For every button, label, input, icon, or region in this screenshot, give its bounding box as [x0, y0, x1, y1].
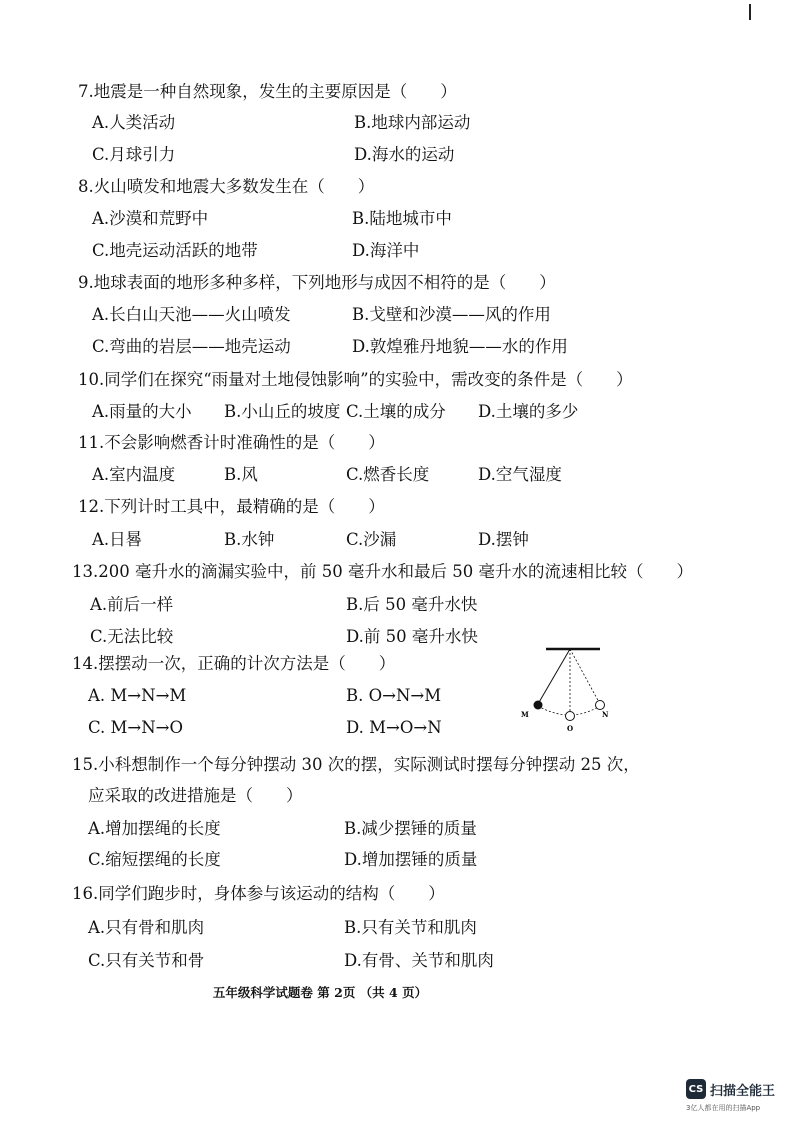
page-edge-mark [749, 4, 751, 20]
page-footer: 五年级科学试题卷 第 2页 （共 4 页） [212, 985, 428, 1000]
question-13-option-a: A.前后一样 [90, 595, 174, 614]
question-13-option-b: B.后 50 毫升水快 [346, 595, 478, 614]
question-16-option-b: B.只有关节和肌肉 [344, 918, 477, 937]
pendulum-string-n [570, 649, 600, 704]
question-13-stem: 13.200 毫升水的滴漏实验中，前 50 毫升水和最后 50 毫升水的流速相比较（ ） [72, 562, 693, 581]
pendulum-label-n: N [602, 710, 609, 719]
pendulum-bob-m [534, 701, 543, 710]
question-8-stem: 8.火山喷发和地震大多数发生在（ ） [78, 177, 375, 196]
question-9-option-d: D.敦煌雅丹地貌——水的作用 [352, 337, 568, 356]
question-15-option-a: A.增加摆绳的长度 [88, 819, 221, 838]
pendulum-bob-o [566, 712, 575, 721]
question-13-option-c: C.无法比较 [90, 627, 174, 646]
question-16-option-d: D.有骨、关节和肌肉 [344, 951, 494, 970]
watermark-app-name: 扫描全能王 [710, 1084, 776, 1099]
question-15-option-b: B.减少摆锤的质量 [344, 819, 477, 838]
scanner-watermark [686, 1079, 786, 1119]
question-15-stem-line2: 应采取的改进措施是（ ） [88, 786, 303, 805]
question-7-stem: 7.地震是一种自然现象，发生的主要原因是（ ） [78, 82, 457, 101]
question-7-option-a: A.人类活动 [92, 113, 176, 132]
question-12-stem: 12.下列计时工具中，最精确的是（ ） [78, 497, 385, 516]
question-7-option-c: C.月球引力 [92, 145, 176, 164]
question-10-option-a: A.雨量的大小 [92, 402, 192, 421]
question-11-option-d: D.空气湿度 [478, 465, 562, 484]
question-12-option-b: B.水钟 [224, 530, 275, 549]
question-12-option-a: A.日晷 [92, 530, 143, 549]
question-14-option-a: A. M→N→M [88, 686, 187, 705]
question-15-option-c: C.缩短摆绳的长度 [88, 850, 221, 869]
question-16-option-a: A.只有骨和肌肉 [88, 918, 205, 937]
pendulum-diagram [510, 640, 620, 740]
question-10-option-d: D.土壤的多少 [478, 402, 579, 421]
question-9-stem: 9.地球表面的地形多种多样，下列地形与成因不相符的是（ ） [78, 273, 556, 292]
question-14-option-c: C. M→N→O [88, 718, 184, 737]
question-12-option-d: D.摆钟 [478, 530, 529, 549]
question-15-option-d: D.增加摆锤的质量 [344, 850, 478, 869]
pendulum-label-o: O [567, 724, 574, 733]
question-11-option-c: C.燃香长度 [346, 465, 430, 484]
question-13-option-d: D.前 50 毫升水快 [346, 627, 478, 646]
question-8-option-a: A.沙漠和荒野中 [92, 209, 209, 228]
question-16-option-c: C.只有关节和骨 [88, 951, 205, 970]
question-12-option-c: C.沙漏 [346, 530, 397, 549]
question-9-option-a: A.长白山天池——火山喷发 [92, 305, 291, 324]
question-8-option-c: C.地壳运动活跃的地带 [92, 241, 258, 260]
question-9-option-c: C.弯曲的岩层——地壳运动 [92, 337, 291, 356]
camscanner-logo-icon: CS [686, 1079, 706, 1099]
pendulum-bob-n [596, 701, 605, 710]
question-14-option-b: B. O→N→M [346, 686, 442, 705]
pendulum-string-m [538, 649, 570, 704]
question-11-option-a: A.室内温度 [92, 465, 176, 484]
watermark-tagline: 3亿人都在用的扫描App [686, 1104, 761, 1112]
question-14-option-d: D. M→O→N [346, 718, 442, 737]
question-8-option-d: D.海洋中 [352, 241, 420, 260]
question-7-option-b: B.地球内部运动 [354, 113, 471, 132]
question-11-stem: 11.不会影响燃香计时准确性的是（ ） [78, 433, 385, 452]
question-10-option-c: C.土壤的成分 [346, 402, 446, 421]
question-7-option-d: D.海水的运动 [354, 145, 455, 164]
question-10-stem: 10.同学们在探究“雨量对土地侵蚀影响”的实验中，需改变的条件是（ ） [78, 370, 633, 389]
question-10-option-b: B.小山丘的坡度 [224, 402, 341, 421]
pendulum-label-m: M [521, 710, 529, 719]
question-15-stem: 15.小科想制作一个每分钟摆动 30 次的摆，实际测试时摆每分钟摆动 25 次， [72, 755, 640, 774]
question-11-option-b: B.风 [224, 465, 258, 484]
question-8-option-b: B.陆地城市中 [352, 209, 452, 228]
question-16-stem: 16.同学们跑步时，身体参与该运动的结构（ ） [72, 884, 445, 903]
question-9-option-b: B.戈壁和沙漠——风的作用 [352, 305, 551, 324]
question-14-stem: 14.摆摆动一次，正确的计次方法是（ ） [72, 654, 396, 673]
